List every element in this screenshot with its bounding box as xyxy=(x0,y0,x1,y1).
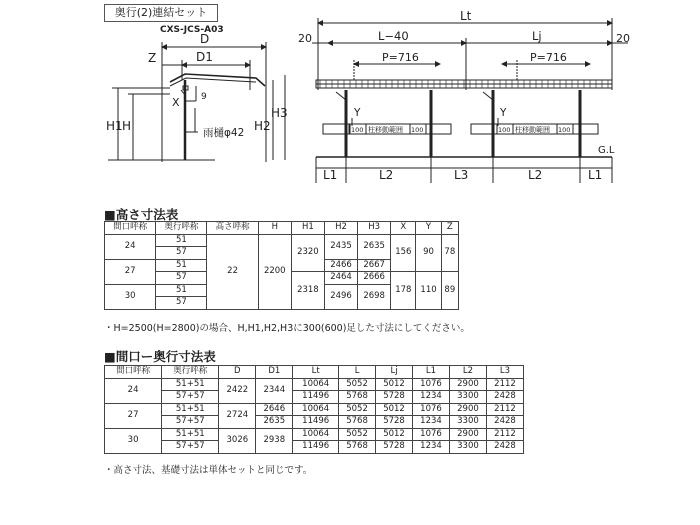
dim-Y2-label: Y xyxy=(500,107,507,119)
header-cell: H2 xyxy=(324,222,357,235)
header-cell: 間口呼称 xyxy=(105,366,162,379)
table-cell: 3300 xyxy=(449,441,486,454)
table-row xyxy=(105,441,524,454)
table-cell: 1234 xyxy=(413,391,450,404)
hundred-1: 100 xyxy=(351,126,364,134)
table-cell: 5728 xyxy=(376,441,413,454)
table-row xyxy=(105,428,524,441)
table-row xyxy=(105,222,459,235)
table-row: 30 51 2496 2698 xyxy=(105,284,459,297)
table-cell: 11496 xyxy=(293,391,339,404)
header-cell: D1 xyxy=(256,366,293,379)
dim-D1-label: D1 xyxy=(196,50,213,64)
dim-L2a-label: L2 xyxy=(379,168,394,182)
table-row xyxy=(105,391,524,404)
table-cell: 24 xyxy=(105,378,162,403)
table-cell: 51+51 xyxy=(162,378,219,391)
hundred-2: 100 xyxy=(411,126,424,134)
table-cell: 5012 xyxy=(376,403,413,416)
table-row xyxy=(105,416,524,429)
table-cell: 2900 xyxy=(449,428,486,441)
table-cell: 57+57 xyxy=(162,391,219,404)
dim-Lj-label: Lj xyxy=(532,29,542,43)
header-cell: Z xyxy=(441,222,458,235)
table-cell: 2428 xyxy=(486,416,523,429)
header-cell: 高さ呼称 xyxy=(207,222,258,235)
dim-L1a-label: L1 xyxy=(323,168,338,182)
gutter-label: 雨樋φ42 xyxy=(203,127,245,139)
dim-L40-label: L−40 xyxy=(378,29,409,43)
table-cell: 1234 xyxy=(413,416,450,429)
header-cell: L xyxy=(339,366,376,379)
header-cell: L1 xyxy=(413,366,450,379)
dim-P2-label: P=716 xyxy=(530,51,567,64)
table-cell: 2900 xyxy=(449,403,486,416)
table-cell: 51+51 xyxy=(162,403,219,416)
height-table-note: ・H=2500(H=2800)の場合、H,H1,H2,H3に300(600)足した寸法にしてください。 xyxy=(104,323,470,334)
dim-L1b-label: L1 xyxy=(588,168,603,182)
header-cell: L3 xyxy=(486,366,523,379)
table-cell: 5012 xyxy=(376,428,413,441)
table-cell: 27 xyxy=(105,403,162,428)
range-label-1: 柱移動範囲 xyxy=(368,126,403,134)
table-cell: 11496 xyxy=(293,416,339,429)
table-cell: 57+57 xyxy=(162,416,219,429)
table-cell: 3300 xyxy=(449,391,486,404)
table-cell: 5012 xyxy=(376,378,413,391)
dim-Lt-label: Lt xyxy=(460,9,472,23)
dim-Z-label: Z xyxy=(148,51,157,65)
table-cell: 5768 xyxy=(339,391,376,404)
table-cell: 3300 xyxy=(449,416,486,429)
table-cell: 2422 xyxy=(219,378,256,403)
table-cell: 2112 xyxy=(486,428,523,441)
hundred-4: 100 xyxy=(558,126,571,134)
dim-L3-label: L3 xyxy=(454,168,469,182)
header-cell: X xyxy=(391,222,416,235)
table-cell: 3026 xyxy=(219,428,256,453)
table-cell: 5728 xyxy=(376,391,413,404)
table-cell: 2635 xyxy=(256,416,293,429)
table-cell: 5052 xyxy=(339,428,376,441)
height-table xyxy=(104,221,459,310)
dim-Y-label: 9 xyxy=(201,92,207,102)
table-cell: 2112 xyxy=(486,403,523,416)
table-cell: 10064 xyxy=(293,428,339,441)
table-cell: 57+57 xyxy=(162,441,219,454)
dimension-table xyxy=(104,365,524,454)
table-cell: 10064 xyxy=(293,378,339,391)
table-row: 57 xyxy=(105,247,459,260)
dim-H3-label: H3 xyxy=(271,106,288,120)
table-cell: 11496 xyxy=(293,441,339,454)
table-cell: 1234 xyxy=(413,441,450,454)
header-cell: H3 xyxy=(358,222,391,235)
table-cell: 2646 xyxy=(256,403,293,416)
table-cell: 1076 xyxy=(413,378,450,391)
table-cell: 30 xyxy=(105,428,162,453)
header-cell: H1 xyxy=(291,222,324,235)
table-cell: 5768 xyxy=(339,441,376,454)
table-row: 24 51 22 2200 2320 2435 2635 156 90 78 xyxy=(105,234,459,247)
dim-left-20: 20 xyxy=(298,32,312,45)
table-cell: 2428 xyxy=(486,441,523,454)
header-cell: D xyxy=(219,366,256,379)
dim-H2-label: H2 xyxy=(254,119,271,133)
header-cell: Y xyxy=(416,222,441,235)
header-cell: 間口呼称 xyxy=(105,222,156,235)
table-cell: 1076 xyxy=(413,428,450,441)
dim-X-label: X xyxy=(172,96,180,109)
gl-label: G.L xyxy=(598,145,615,156)
table-row: 27 51 2466 2667 xyxy=(105,259,459,272)
table-cell: 5768 xyxy=(339,416,376,429)
table-cell: 5052 xyxy=(339,403,376,416)
table-cell: 2428 xyxy=(486,391,523,404)
dim-H1-label: H1 xyxy=(106,119,123,133)
table-cell: 2724 xyxy=(219,403,256,428)
header-cell: Lj xyxy=(376,366,413,379)
product-code: CXS-JCS-A03 xyxy=(160,25,224,35)
table-row xyxy=(105,378,524,391)
table-cell: 1076 xyxy=(413,403,450,416)
table-row: 57 xyxy=(105,297,459,310)
table-cell: 5052 xyxy=(339,378,376,391)
table-cell: 10064 xyxy=(293,403,339,416)
table-cell: 2938 xyxy=(256,428,293,453)
dim-P1-label: P=716 xyxy=(382,51,419,64)
table-row xyxy=(105,403,524,416)
table-cell: 5728 xyxy=(376,416,413,429)
header-cell: H xyxy=(258,222,291,235)
header-cell: L2 xyxy=(449,366,486,379)
table-row: 57 2318 2464 2666 178 110 89 xyxy=(105,272,459,285)
range-label-2: 柱移動範囲 xyxy=(515,126,550,134)
dim-D-label: D xyxy=(200,32,210,46)
table-cell: 2344 xyxy=(256,378,293,403)
dim-L2b-label: L2 xyxy=(528,168,543,182)
table-cell: 51+51 xyxy=(162,428,219,441)
dim-table-title: ■間口ー奥行寸法表 xyxy=(104,349,216,364)
header-cell: 奥行呼称 xyxy=(162,366,219,379)
hundred-3: 100 xyxy=(498,126,511,134)
table-row xyxy=(105,366,524,379)
header-cell: Lt xyxy=(293,366,339,379)
front-view xyxy=(312,18,628,183)
dim-right-20: 20 xyxy=(616,32,630,45)
dim-Y1-label: Y xyxy=(354,107,361,119)
dim-table-note: ・高さ寸法、基礎寸法は単体セットと同じです。 xyxy=(104,465,313,476)
dim-H-label: H xyxy=(122,119,132,133)
diagram-drawings xyxy=(0,0,700,200)
set-name-tag: 奥行(2)連結セット xyxy=(104,4,218,22)
table-cell: 2112 xyxy=(486,378,523,391)
height-table-title: ■高さ寸法表 xyxy=(104,207,179,222)
table-cell: 2900 xyxy=(449,378,486,391)
header-cell: 奥行呼称 xyxy=(156,222,207,235)
